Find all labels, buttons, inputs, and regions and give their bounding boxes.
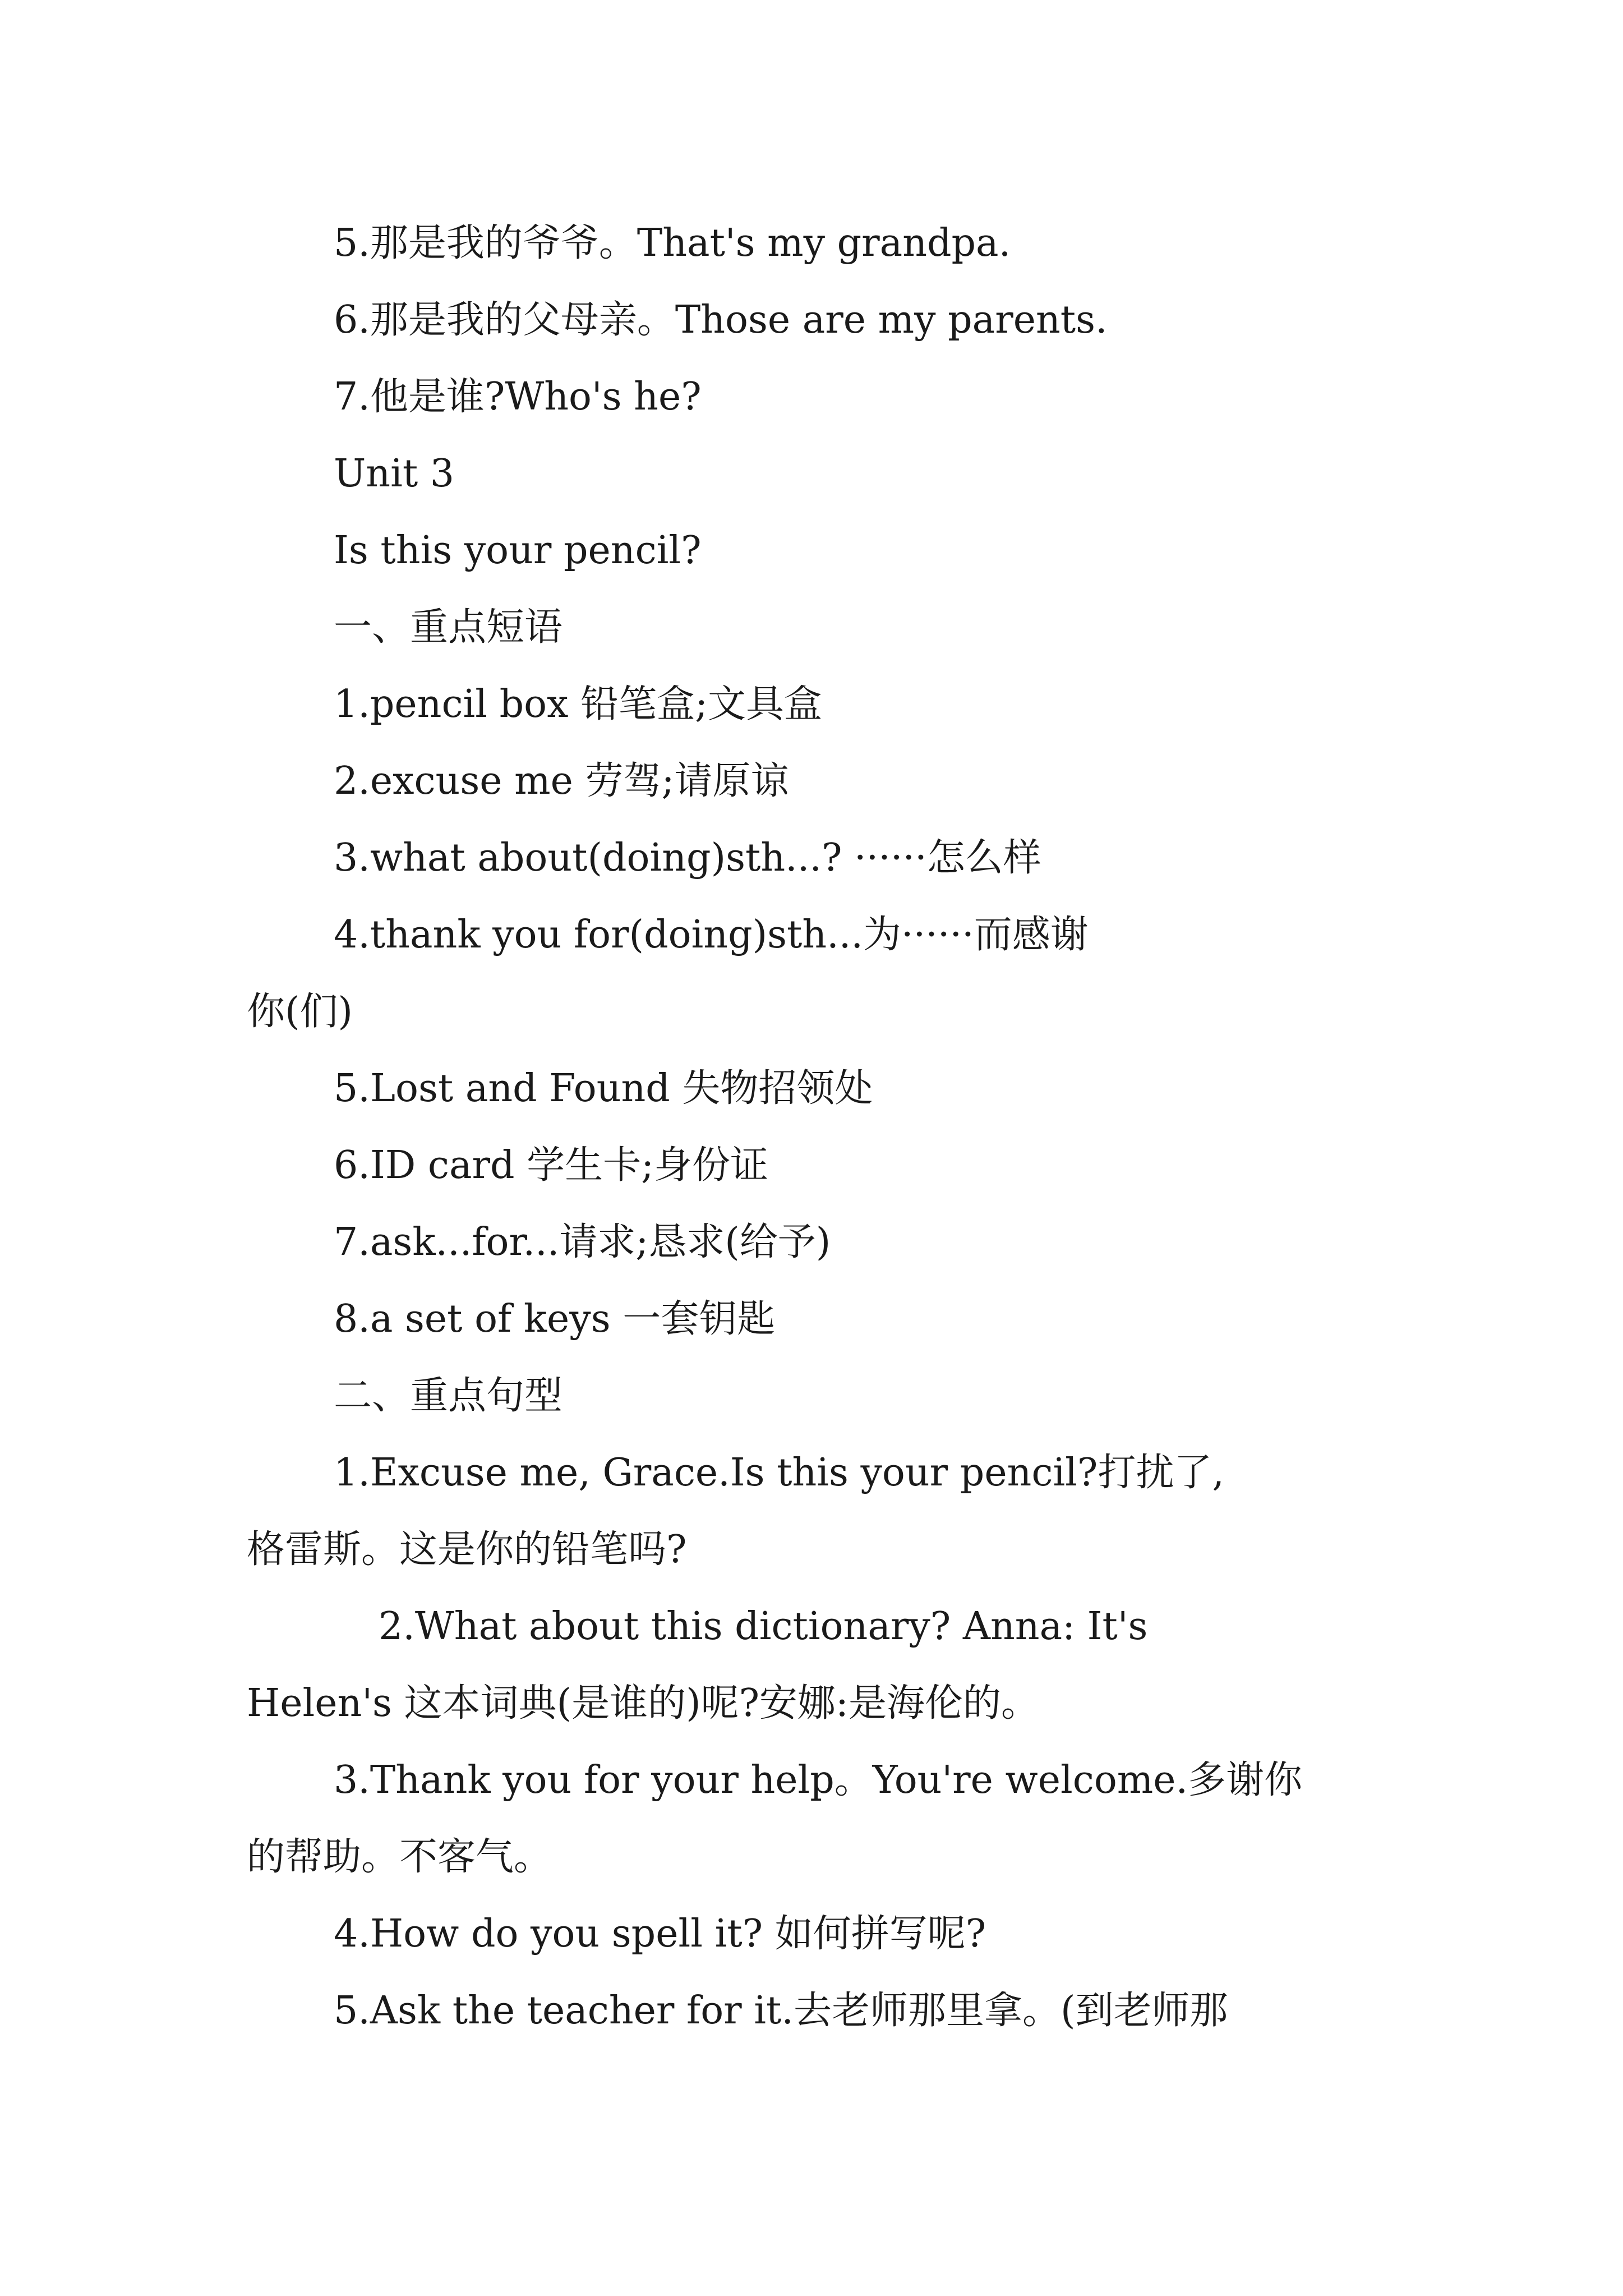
sentence-item-continuation: 的帮助。不客气。 xyxy=(247,1835,552,1879)
phrase-item-continuation: 你(们) xyxy=(247,990,353,1034)
phrase-item: 4.thank you for(doing)sth...为······而感谢 xyxy=(334,913,1089,957)
sentence-item: 2.What about this dictionary? Anna: It's xyxy=(379,1604,1148,1649)
sentence-item-continuation: Helen's 这本词典(是谁的)呢?安娜:是海伦的。 xyxy=(247,1681,1039,1726)
sentence-item: 4.How do you spell it? 如何拼写呢? xyxy=(334,1912,986,1956)
text-line: 6.那是我的父母亲。Those are my parents. xyxy=(334,298,1108,342)
phrase-item: 5.Lost and Found 失物招领处 xyxy=(334,1066,873,1111)
text-line: 7.他是谁?Who's he? xyxy=(334,375,702,419)
sentence-item: 3.Thank you for your help。You're welcome.多谢你 xyxy=(334,1758,1303,1802)
phrase-item: 1.pencil box 铅笔盒;文具盒 xyxy=(334,682,822,726)
text-line: 5.那是我的爷爷。That's my grandpa. xyxy=(334,221,1011,265)
unit-title: Is this your pencil? xyxy=(334,528,702,573)
sentence-item: 5.Ask the teacher for it.去老师那里拿。(到老师那 xyxy=(334,1989,1228,2033)
section-heading: 二、重点句型 xyxy=(334,1374,563,1418)
phrase-item: 6.ID card 学生卡;身份证 xyxy=(334,1143,769,1188)
sentence-item-continuation: 格雷斯。这是你的铅笔吗? xyxy=(247,1527,687,1572)
section-heading: 一、重点短语 xyxy=(334,605,563,650)
phrase-item: 3.what about(doing)sth...? ······怎么样 xyxy=(334,836,1041,880)
phrase-item: 8.a set of keys 一套钥匙 xyxy=(334,1297,776,1341)
document-body xyxy=(247,205,1391,2049)
sentence-item: 1.Excuse me, Grace.Is this your pencil?打扰了, xyxy=(334,1451,1225,1495)
unit-heading: Unit 3 xyxy=(334,452,455,496)
phrase-item: 2.excuse me 劳驾;请原谅 xyxy=(334,759,789,803)
phrase-item: 7.ask...for...请求;恳求(给予) xyxy=(334,1220,831,1264)
